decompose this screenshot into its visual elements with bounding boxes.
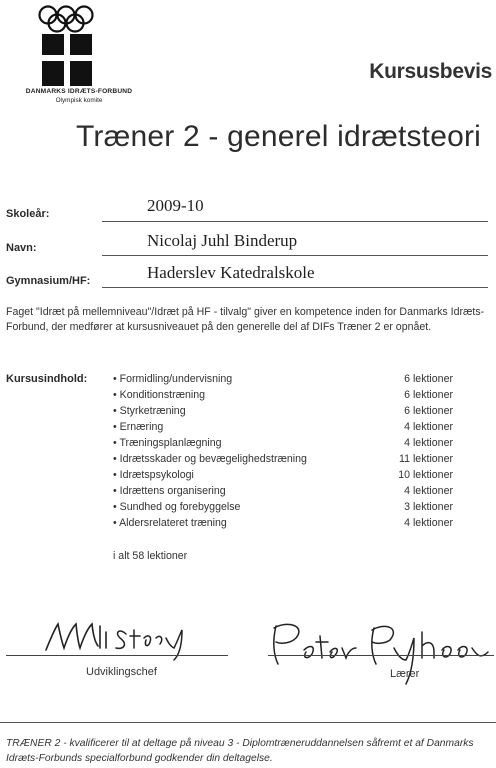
signature-line-right [268, 655, 494, 656]
course-item [113, 485, 453, 501]
field-value-school-year: 2009-10 [147, 196, 204, 215]
signature-role-left: Udviklingschef [86, 666, 157, 678]
course-item [113, 389, 453, 405]
course-item-lessons: 3 lektioner [404, 501, 453, 513]
logo-title: DANMARKS IDRÆTS-FORBUND [25, 88, 133, 95]
footer-divider [0, 722, 496, 723]
course-item-lessons: 4 lektioner [404, 437, 453, 449]
course-item-lessons: 11 lektioner [399, 453, 453, 465]
course-item [113, 421, 453, 437]
course-item-name: • Sundhed og forebyggelse [113, 501, 241, 513]
olympic-rings-icon [40, 7, 93, 32]
course-item-lessons: 4 lektioner [404, 517, 453, 529]
cross-flag-icon [42, 34, 92, 86]
course-item-lessons: 4 lektioner [404, 485, 453, 497]
course-item-name: • Aldersrelateret træning [113, 517, 227, 529]
course-content-label: Kursusindhold: [6, 373, 88, 385]
field-line-name [102, 255, 488, 256]
course-item-lessons: 6 lektioner [404, 405, 453, 417]
course-item-name: • Konditionstræning [113, 389, 206, 401]
logo-subtitle: Olympisk komite [55, 97, 103, 104]
course-item-name: • Ernæring [113, 421, 164, 433]
course-item-name: • Styrketræning [113, 405, 186, 417]
field-label-name: Navn: [6, 242, 37, 254]
course-item [113, 517, 453, 533]
course-item-lessons: 6 lektioner [404, 389, 453, 401]
total-lessons: i alt 58 lektioner [113, 550, 188, 562]
field-value-name: Nicolaj Juhl Binderup [147, 231, 298, 250]
certificate-label: Kursusbevis [369, 60, 492, 83]
signature-role-right: Lærer [390, 668, 420, 680]
signature-right-icon [266, 612, 496, 692]
course-item-name: • Idrættens organisering [113, 485, 226, 497]
course-item [113, 437, 453, 453]
course-item-lessons: 10 lektioner [398, 469, 453, 481]
course-item-lessons: 6 lektioner [404, 373, 453, 385]
signature-line-left [6, 655, 228, 656]
course-item [113, 373, 453, 389]
course-title: Træner 2 - generel idrætsteori [76, 120, 482, 153]
course-item-lessons: 4 lektioner [404, 421, 453, 433]
field-line-school-year [102, 221, 488, 222]
field-label-school: Gymnasium/HF: [6, 275, 91, 287]
intro-paragraph: Faget "Idræt på mellemniveau"/Idræt på HF - tilvalg" giver en kompetence inden for Danmarks Idræts-Forbund, der medfører at kursusniveauet på den generelle del af DIFs Træner 2 er opnået. [6, 306, 485, 333]
course-item-name: • Idrætsskader og bevægelighedstræning [113, 453, 307, 465]
field-value-school: Haderslev Katedralskole [147, 263, 315, 282]
field-label-school-year: Skoleår: [6, 208, 50, 220]
course-item-name: • Træningsplanlægning [113, 437, 222, 449]
course-item [113, 469, 453, 485]
course-item-name: • Formidling/undervisning [113, 373, 233, 385]
course-item [113, 501, 453, 517]
course-item-name: • Idrætspsykologi [113, 469, 194, 481]
course-item [113, 405, 453, 421]
course-item [113, 453, 453, 469]
footer-note: TRÆNER 2 - kvalificerer til at deltage på niveau 3 - Diplomtræneruddannelsen såfremt et af Danmarks Idræts-Forbunds specialforbund godkender din deltagelse. [6, 738, 474, 764]
field-line-school [102, 287, 488, 288]
